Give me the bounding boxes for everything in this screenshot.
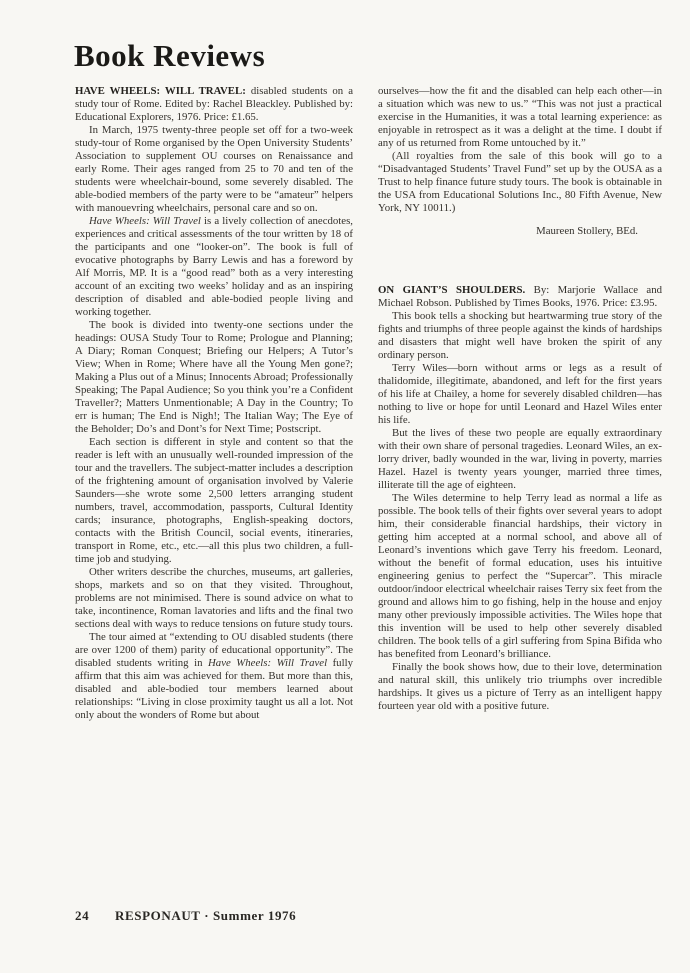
page-title: Book Reviews (74, 38, 266, 73)
paragraph (378, 661, 662, 713)
text-run: Finally the book shows how, due to their love, determination and natural skill, this unlikely trio triumphs over incredible hardships. It gives us a picture of Terry as an intelligent happy fourteen year old with a positive future. (378, 661, 662, 712)
text-run: Terry Wiles—born without arms or legs as a result of thalidomide, illegitimate, abandoned, and left for the first years of his life at Chailey, a home for severely disabled children—has nothing to live or hope for until Leonard and Hazel Wiles enter his life. (378, 362, 662, 426)
text-run: fully affirm that this aim was achieved for them. But more than this, disabled and able-bodied tour members learned about relationships: “Living in close proximity taught us all a lot. Not only about the wonders of Rome but about (75, 657, 353, 721)
text-run: In March, 1975 twenty-three people set off for a two-week study-tour of Rome organised by the Open University Students’ Association to supplement OU courses on Renaissance and early Rome. Their ages ranged from 25 to 70 and ten of the students were wheelchair-bound, some severely disabled. The able-bodied members of the party were to be “amateur” helpers with manouevring wheelchairs, personal care and so on. (75, 124, 353, 214)
left-column (75, 85, 353, 722)
paragraph (75, 319, 353, 436)
paragraph (75, 631, 353, 722)
journal-issue-line: RESPONAUT · Summer 1976 (115, 908, 297, 923)
reviewer-signature (378, 225, 662, 238)
review-title-have-wheels (75, 85, 353, 124)
text-run: This book tells a shocking but heartwarming true story of the fights and triumphs of three people against the kinds of hardships and disasters that might well have broken the spirit of any ordinary person. (378, 310, 662, 361)
review-title-on-giants-shoulders (378, 284, 662, 310)
paragraph (378, 362, 662, 427)
text-run: The Wiles determine to help Terry lead as normal a life as possible. The book tells of their fights over several years to adopt him, their considerable financial hardships, their victory in getting him accepted at a normal school, and above all of Leonard’s inventions which gave Terry his freedom. Leonard, without the benefit of formal education, uses his intuitive engineering genius to perfect the “Supercar”. This miracle outdoor/indoor electrical wheelchair raises Terry six feet from the ground and allows him to go fishing, help in the house and enjoy many other previously impossible activities. The Wiles hope that this invention will be used to help other severely disabled children. The book tells of a girl suffering from Spina Bifida who has benefited from Leonard’s brilliance. (378, 492, 662, 660)
text-run: disabled students on a study tour of Rome. Edited by: Rachel Bleackley. Published by: Educational Explorers, 1976. Price: £1.65. (75, 85, 353, 123)
text-run: Maureen Stollery, BEd. (536, 225, 638, 237)
text-run: is a lively collection of anecdotes, experiences and critical assessments of the tour written by 18 of the participants and one “looker-on”. The book is full of evocative photographs by Barry Lewis and has a foreword by Alf Morris, MP. It is a “good read” both as a very interesting account of an exciting two weeks’ holiday and as an inspiring description of disabled and able-bodied people living and working together. (75, 215, 353, 318)
text-run: ourselves—how the fit and the disabled can help each other—in a situation which was new to us.” “This was not just a practical exercise in the Humanities, it was a total learning experience: as enjoyable in retrospect as it was a delight at the time. I doubt if any of us returned from Rome untouched by it.” (378, 85, 662, 149)
text-run: The book is divided into twenty-one sections under the headings: OUSA Study Tour to Rome; Prologue and Planning; A Diary; Roman Conquest; Briefing our Helpers; A Tutor’s View; When in Rome; Where have all the Young Men gone?; Making a Plus out of a Minus; Innocents Abroad; Professionally Speaking; The Papal Audience; So you think you’re a Confident Traveller?; Matters Unmentionable; A Day in the Country; To err is human; The End is Nigh!; The Italian Way; The Eye of the Beholder; Do’s and Dont’s for Next Time; Postscript. (75, 319, 353, 435)
text-run: Each section is different in style and content so that the reader is left with an unusually well-rounded impression of the tour and the travellers. The subject-matter includes a description of the frightening amount of organisation involved by Valerie Saunders—she wrote some 2,500 letters arranging student numbers, travel, accommodation, passports, Cultural Identity cards; insurance, photographs, English-speaking doctors, contacts with the British Council, social events, itineraries, transport in Rome, etc., etc.—all this plus two children, a full-time job and studying. (75, 436, 353, 565)
paragraph (378, 310, 662, 362)
right-column (378, 85, 662, 713)
paragraph (378, 427, 662, 492)
text-run: By: Marjorie Wallace and Michael Robson. Published by Times Books, 1976. Price: £3.95. (378, 284, 663, 309)
text-run: The tour aimed at “extending to OU disabled students (there are over 1200 of them) parity of educational opportunity”. The disabled students writing in (75, 631, 353, 669)
paragraph (75, 124, 353, 215)
review-heading-text: HAVE WHEELS: WILL TRAVEL: (75, 85, 246, 97)
text-run: But the lives of these two people are equally extraordinary with their own share of personal tragedies. Leonard Wiles, an ex-lorry driver, badly wounded in the war, living in poverty, marries Hazel. Hazel is twenty years younger, married three times, illiterate till the age of eighteen. (378, 427, 662, 491)
page-number: 24 (75, 908, 90, 923)
text-run: Other writers describe the churches, museums, art galleries, shops, markets and so on that they visited. Throughout, problems are not minimised. There is sound advice on what to take, incontinence, Roman lavatories and lifts and the final two sections deal with ways to reduce tensions on future study tours. (75, 566, 353, 630)
book-title-italic: Have Wheels: Will Travel (208, 657, 328, 669)
page-footer (75, 908, 296, 924)
paragraph (378, 492, 662, 661)
paragraph (75, 215, 353, 319)
text-run: (All royalties from the sale of this book will go to a “Disadvantaged Students’ Travel Fund” set up by the OUSA as a Trust to help finance future study tours. The book is obtainable in the USA from Educational Solutions Inc., 80 Fifth Avenue, New York, NY 10011.) (378, 150, 662, 214)
paragraph (378, 150, 662, 215)
paragraph (378, 85, 662, 150)
book-title-italic: Have Wheels: Will Travel (89, 215, 201, 227)
paragraph (75, 436, 353, 566)
review-heading-text: ON GIANT’S SHOULDERS. (378, 284, 526, 296)
paragraph (75, 566, 353, 631)
